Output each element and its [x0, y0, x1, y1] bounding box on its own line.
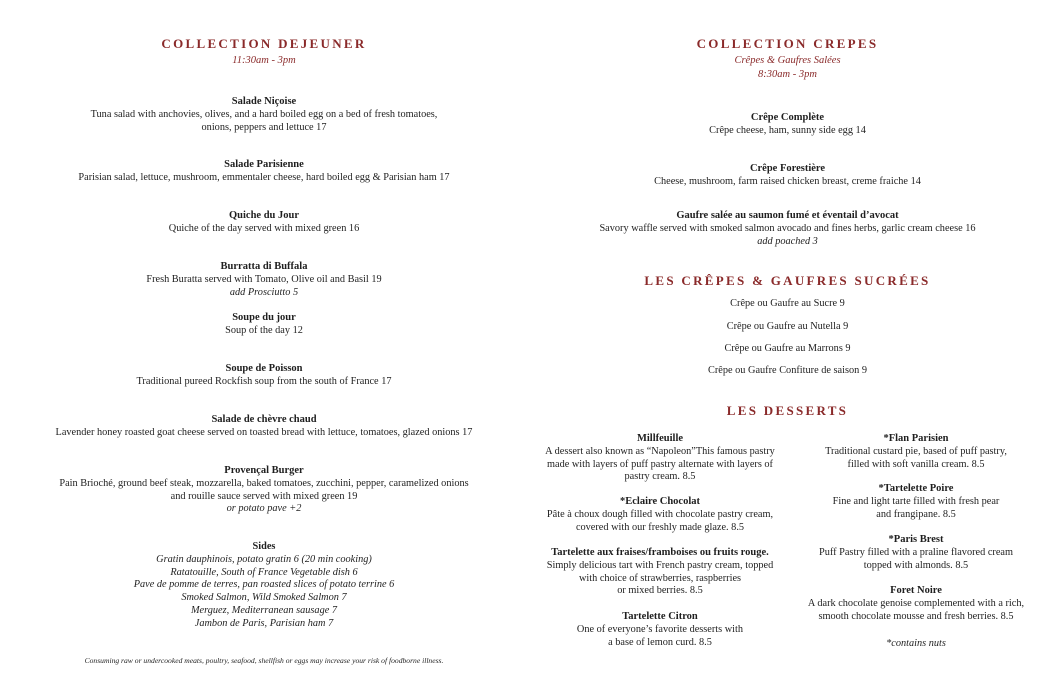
item-addon: or potato pave +2: [226, 503, 302, 515]
item-name: Gaufre salée au saumon fumé et éventail d’avocat: [676, 210, 899, 221]
item-description: Cheese, mushroom, farm raised chicken breast, creme fraiche 14: [654, 175, 921, 187]
sucrees-title: LES CRÊPES & GAUFRES SUCRÉES: [644, 273, 931, 288]
dessert-name: Tartelette aux fraises/framboises ou fruits rouge.: [551, 547, 769, 558]
dejeuner-header: [0, 36, 528, 68]
dessert-foret-noire: [782, 585, 1050, 623]
item-name: Provençal Burger: [224, 465, 304, 476]
dessert-name: *Flan Parisien: [883, 433, 949, 444]
item-description: Savory waffle served with smoked salmon avocado and fines herbs, garlic cream cheese 16: [599, 222, 976, 234]
menu-item-crepe-complete: [525, 112, 1050, 138]
side-line: Smoked Salmon, Wild Smoked Salmon 7: [181, 592, 347, 604]
dessert-millfeuille: [520, 433, 800, 484]
side-line: Ratatouille, South of France Vegetable dish 6: [170, 566, 358, 578]
dessert-eclaire-chocolat: [520, 496, 800, 534]
sides-section: [0, 541, 528, 631]
sides-title: Sides: [252, 541, 276, 552]
dessert-description: Traditional custard pie, based of puff pastry, filled with soft vanilla cream. 8.5: [825, 445, 1007, 470]
item-description: Tuna salad with anchovies, olives, and a hard boiled egg on a bed of fresh tomatoes, onions, peppers and lettuce 17: [90, 108, 438, 133]
item-name: Burratta di Buffala: [220, 261, 308, 272]
dessert-tartelette-citron: [520, 611, 800, 649]
item-description: Pain Brioché, ground beef steak, mozzarella, baked tomatoes, zucchini, pepper, caramelized onions and rouille sauce served with mixed green 19: [59, 477, 469, 502]
item-description: Lavender honey roasted goat cheese served on toasted bread with lettuce, tomatoes, glazed onions 17: [55, 426, 473, 438]
item-description: Traditional pureed Rockfish soup from the south of France 17: [136, 375, 392, 387]
menu-item-salade-nicoise: [0, 96, 528, 134]
sucrees-header: [525, 273, 1050, 289]
menu-item-salade-chevre-chaud: [0, 414, 528, 440]
crepes-hours: 8:30am - 3pm: [758, 69, 817, 80]
dessert-name: *Paris Brest: [888, 534, 944, 545]
dessert-tartelette-fraises: [520, 547, 800, 598]
dejeuner-hours: 11:30am - 3pm: [232, 55, 296, 66]
crepes-header: [525, 36, 1050, 82]
side-line: Gratin dauphinois, potato gratin 6 (20 min cooking): [156, 553, 372, 565]
side-line: Merguez, Mediterranean sausage 7: [190, 604, 338, 616]
item-name: Salade Parisienne: [224, 159, 304, 170]
dessert-description: A dark chocolate genoise complemented with a rich, smooth chocolate mousse and fresh berries. 8.5: [807, 597, 1025, 622]
item-addon: add poached 3: [757, 235, 818, 247]
menu-item-soupe-du-jour: [0, 312, 528, 338]
crepes-title: COLLECTION CREPES: [696, 36, 879, 51]
item-name: Salade Niçoise: [231, 96, 297, 107]
menu-item-gaufre-saumon: [525, 210, 1050, 248]
dejeuner-title: COLLECTION DEJEUNER: [161, 36, 367, 51]
sucree-line: Crêpe ou Gaufre au Marrons 9: [724, 343, 851, 354]
dessert-description: Simply delicious tart with French pastry cream, topped with choice of strawberries, raspberries or mixed berries. 8.5: [546, 559, 774, 597]
dessert-name: Foret Noire: [890, 585, 942, 596]
menu-item-provencal-burger: [0, 465, 528, 516]
dessert-name: *Eclaire Chocolat: [619, 496, 700, 507]
menu-item-salade-parisienne: [0, 159, 528, 185]
side-line: Pave de pomme de terres, pan roasted slices of potato terrine 6: [133, 579, 395, 591]
item-name: Quiche du Jour: [228, 210, 299, 221]
item-name: Soupe du jour: [232, 312, 296, 323]
crepes-subtitle: Crêpes & Gaufres Salées: [734, 55, 841, 66]
item-name: Crêpe Complète: [750, 112, 825, 123]
dessert-name: *Tartelette Poire: [878, 483, 954, 494]
item-description: Fresh Buratta served with Tomato, Olive oil and Basil 19: [146, 273, 382, 285]
item-addon: add Prosciutto 5: [229, 286, 299, 298]
dessert-description: Puff Pastry filled with a praline flavored cream topped with almonds. 8.5: [819, 546, 1013, 571]
sucree-line: Crêpe ou Gaufre Confiture de saison 9: [708, 365, 867, 376]
item-name: Crêpe Forestière: [749, 163, 826, 174]
desserts-header: [525, 403, 1050, 419]
menu-item-crepe-forestiere: [525, 163, 1050, 189]
dessert-name: Tartelette Citron: [622, 611, 698, 622]
food-safety-disclaimer: Consuming raw or undercooked meats, poultry, seafood, shellfish or eggs may increase your risk of foodborne illness.: [84, 656, 444, 665]
dessert-description: One of everyone’s favorite desserts with a base of lemon curd. 8.5: [576, 623, 744, 648]
item-name: Salade de chèvre chaud: [211, 414, 317, 425]
desserts-title: LES DESSERTS: [726, 403, 849, 418]
dessert-flan-parisien: [782, 433, 1050, 471]
menu-item-quiche-du-jour: [0, 210, 528, 236]
dessert-name: Millfeuille: [636, 433, 684, 444]
side-line: Jambon de Paris, Parisian ham 7: [194, 617, 334, 629]
dessert-paris-brest: [782, 534, 1050, 572]
item-description: Quiche of the day served with mixed green 16: [168, 222, 360, 234]
item-description: Parisian salad, lettuce, mushroom, emmentaler cheese, hard boiled egg & Parisian ham 17: [78, 171, 450, 183]
item-name: Soupe de Poisson: [225, 363, 303, 374]
sucree-line: Crêpe ou Gaufre au Sucre 9: [730, 298, 845, 309]
contains-nuts-note: *contains nuts: [886, 638, 946, 649]
sucree-line: Crêpe ou Gaufre au Nutella 9: [726, 321, 849, 332]
dessert-description: A dessert also known as “Napoleon”This famous pastry made with layers of puff pastry alternate with layers of pastry cream. 8.5: [545, 445, 775, 483]
dessert-tartelette-poire: [782, 483, 1050, 521]
dessert-description: Pâte à choux dough filled with chocolate pastry cream, covered with our freshly made glaze. 8.5: [546, 508, 774, 533]
menu-item-burratta: [0, 261, 528, 299]
dessert-description: Fine and light tarte filled with fresh pear and frangipane. 8.5: [832, 495, 1000, 520]
item-description: Crêpe cheese, ham, sunny side egg 14: [709, 124, 866, 136]
menu-item-soupe-de-poisson: [0, 363, 528, 389]
item-description: Soup of the day 12: [225, 324, 303, 336]
